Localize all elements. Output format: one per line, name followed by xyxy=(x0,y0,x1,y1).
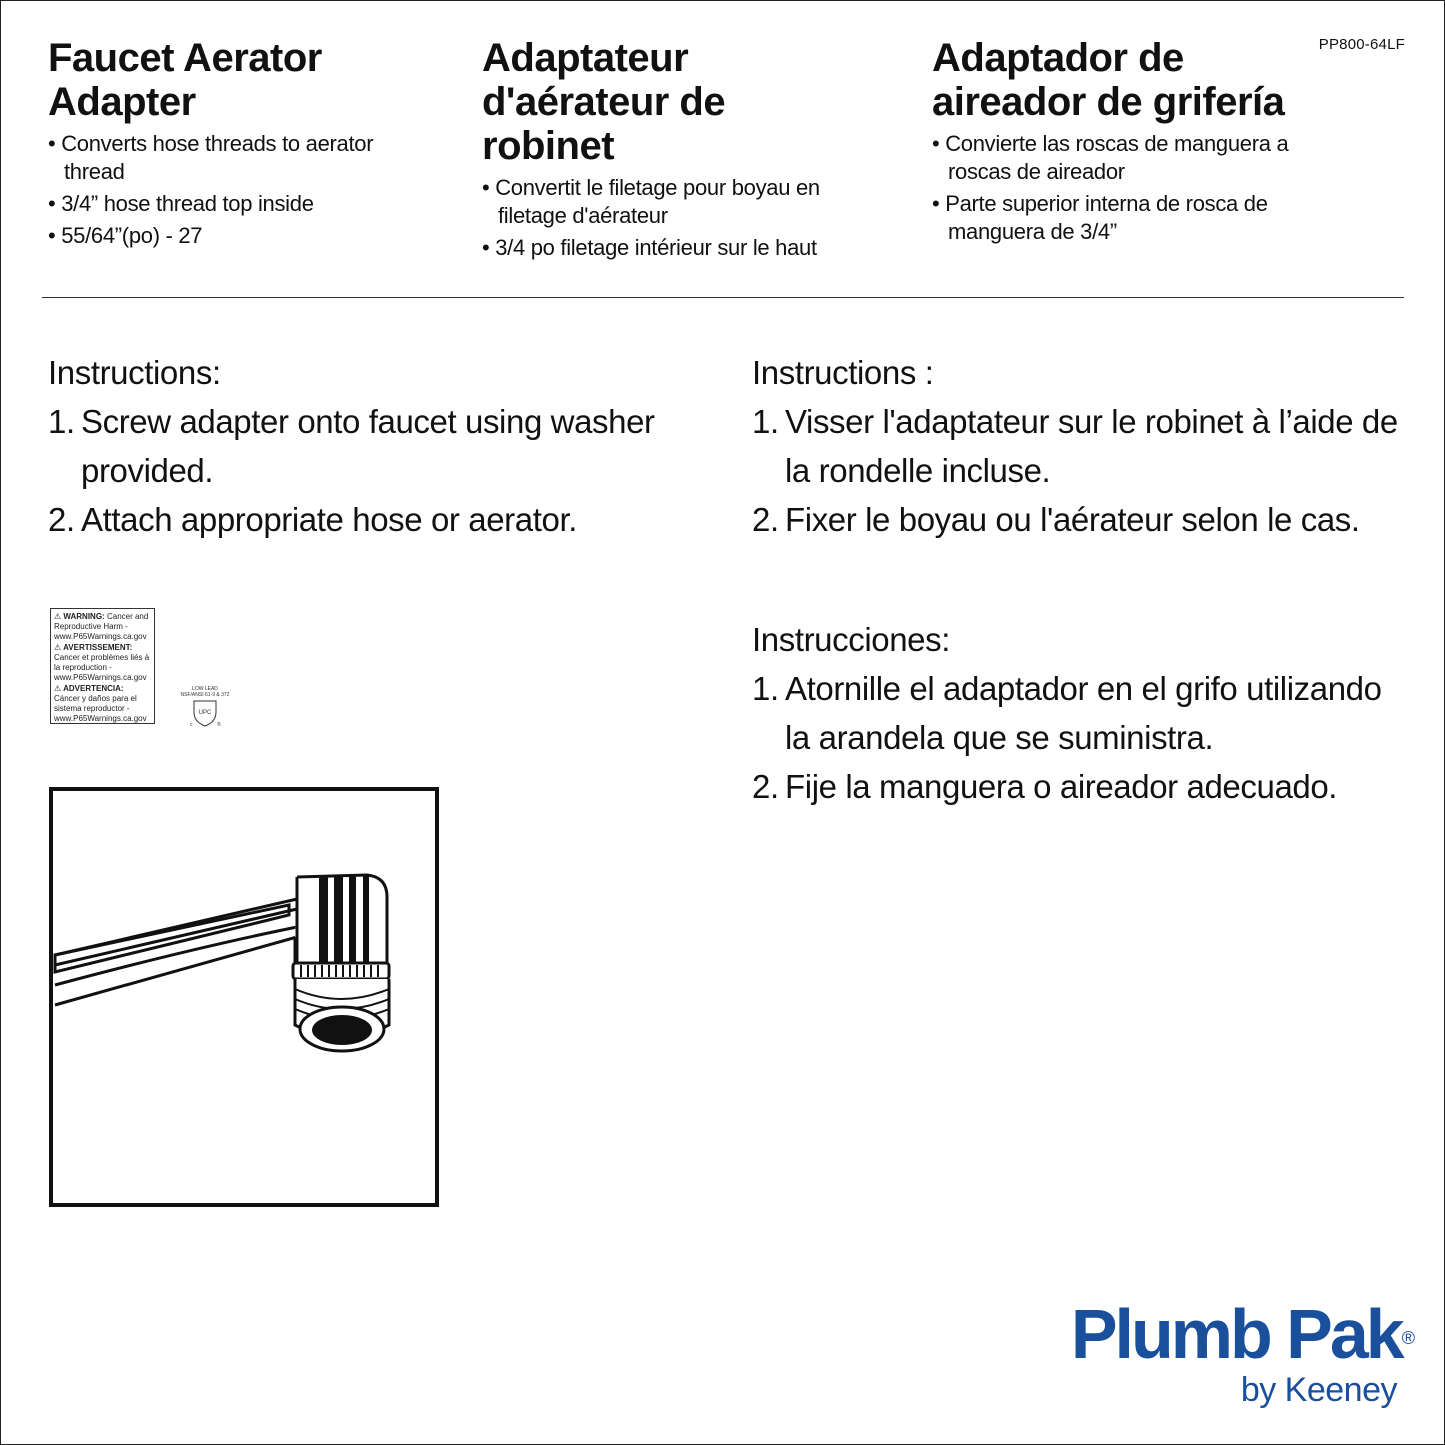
title-french: Adaptateur d'aérateur de robinet xyxy=(482,36,726,168)
header-spanish xyxy=(932,36,1302,250)
svg-text:®: ® xyxy=(217,722,221,728)
feature-item: • Convertit le filetage pour boyau en filetage d'aérateur xyxy=(482,174,862,230)
brand-byline: by Keeney xyxy=(1240,1371,1397,1409)
feature-item: • 3/4 po filetage intérieur sur le haut xyxy=(482,234,862,262)
feature-item: • Parte superior interna de rosca de manguera de 3/4” xyxy=(932,190,1302,246)
step-text: Attach appropriate hose or aerator. xyxy=(81,501,577,538)
features-english xyxy=(48,130,428,250)
brand-wordmark: Plumb Pak xyxy=(1070,1295,1402,1373)
step-text: Screw adapter onto faucet using washer provided. xyxy=(81,403,655,489)
brand-name xyxy=(1070,1295,1415,1373)
title-english: Faucet Aerator Adapter xyxy=(48,36,322,124)
warning-text: Cancer and Reproductive Harm - www.P65Warnings.ca.gov xyxy=(54,612,149,641)
title-spanish: Adaptador de aireador de grifería xyxy=(932,36,1285,124)
warning-label: ⚠ AVERTISSEMENT: xyxy=(54,643,133,652)
features-spanish xyxy=(932,130,1302,246)
warning-block xyxy=(54,612,151,642)
instructions-title: Instrucciones: xyxy=(752,621,950,658)
upc-shield-icon xyxy=(180,698,230,728)
step-text: Visser l'adaptateur sur le robinet à l’aide de la rondelle incluse. xyxy=(785,403,1398,489)
warning-label: ⚠ WARNING: xyxy=(54,612,105,621)
instructions-french xyxy=(752,348,1402,544)
instruction-step xyxy=(48,495,688,544)
header-english xyxy=(48,36,428,254)
step-number: 1. xyxy=(752,670,779,707)
brand-logo xyxy=(1070,1295,1415,1410)
instructions-english xyxy=(48,348,688,544)
header-divider xyxy=(42,297,1404,298)
step-number: 2. xyxy=(752,768,779,805)
instruction-step xyxy=(752,664,1402,762)
product-sku: PP800-64LF xyxy=(1318,36,1405,53)
step-number: 1. xyxy=(48,403,75,440)
instruction-step xyxy=(752,762,1402,811)
warning-text: Cáncer y daños para el sistema reproductor - www.P65Warnings.ca.gov xyxy=(54,694,147,723)
warning-text: Cancer et problèmes liés à la reproduction - www.P65Warnings.ca.gov xyxy=(54,653,150,682)
warning-label: ⚠ ADVERTENCIA: xyxy=(54,684,124,693)
step-number: 2. xyxy=(48,501,75,538)
cert-line: LOW LEAD xyxy=(192,686,218,692)
instruction-steps xyxy=(48,397,688,544)
feature-item: • Converts hose threads to aerator thread xyxy=(48,130,428,186)
instruction-step xyxy=(752,397,1402,495)
registered-mark: ® xyxy=(1401,1328,1415,1348)
step-number: 2. xyxy=(752,501,779,538)
step-text: Fixer le boyau ou l'aérateur selon le cas. xyxy=(785,501,1360,538)
instructions-spanish xyxy=(752,615,1402,811)
feature-item: • Convierte las roscas de manguera a roscas de aireador xyxy=(932,130,1302,186)
faucet-adapter-illustration xyxy=(49,787,439,1207)
instructions-title: Instructions: xyxy=(48,354,221,391)
header-french xyxy=(482,36,862,266)
step-text: Fije la manguera o aireador adecuado. xyxy=(785,768,1338,805)
feature-item: • 3/4” hose thread top inside xyxy=(48,190,428,218)
prop65-warning-box xyxy=(50,608,155,724)
instructions-title: Instructions : xyxy=(752,354,934,391)
warning-block xyxy=(54,643,151,683)
svg-text:UPC: UPC xyxy=(198,710,212,716)
cert-line: NSF/ANSI 61-9 & 372 xyxy=(180,692,230,698)
instruction-steps xyxy=(752,664,1402,811)
instruction-steps xyxy=(752,397,1402,544)
features-french xyxy=(482,174,862,262)
certification-mark xyxy=(180,686,230,730)
step-text: Atornille el adaptador en el grifo utilizando la arandela que se suministra. xyxy=(785,670,1382,756)
step-number: 1. xyxy=(752,403,779,440)
svg-text:c: c xyxy=(190,722,193,728)
instruction-step xyxy=(752,495,1402,544)
instruction-step xyxy=(48,397,688,495)
warning-block xyxy=(54,684,151,724)
feature-item: • 55/64”(po) - 27 xyxy=(48,222,428,250)
